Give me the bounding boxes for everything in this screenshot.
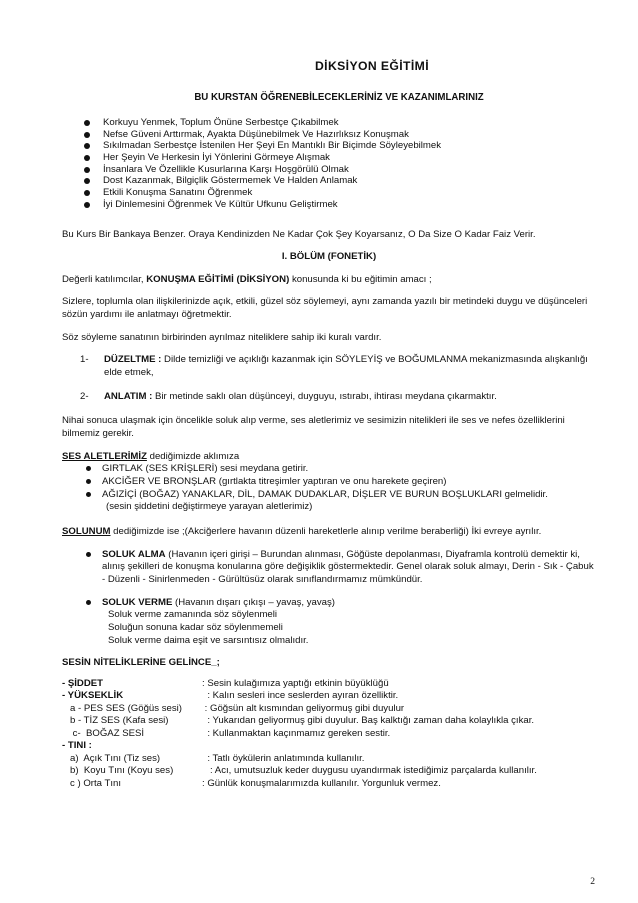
organs-list [62, 463, 596, 514]
breath-item-text: (Havanın içeri girişi – Burundan alınması, Göğüste depolanması, Diyaframla kontrolü demektir ki, alınış şekilleri de konuşma konularına göre değişiklik göstermektedir. Genel olarak soluk almayı, Derin - Sık - Çabuk - Düzenli - Sinirlenmeden - Gürültüsüz olarak sınıflandırmamız mümkündür. [102, 548, 594, 585]
prop-label: a - PES SES (Göğüs sesi) [62, 702, 182, 714]
list-item [86, 597, 596, 648]
list-item: İnsanlara Ve Özellikle Kusurlarına Karşı Hoşgörülü Olmak [84, 164, 596, 176]
table-row [62, 678, 596, 690]
goal-paragraph: Sizlere, toplumla olan ilişkilerinizde açık, etkili, güzel söz söylemeyi, aynı zamanda yazılı bir metindeki duygu ve düşünceleri sözün yardımı ile anlatmayı öğretmektir. [62, 296, 588, 321]
list-item [80, 391, 596, 404]
prop-value: : Göğsün alt kısmından geliyormuş gibi duyulur [202, 702, 405, 714]
list-item [86, 549, 596, 587]
breath-item-text: (Havanın dışarı çıkışı – yavaş, yavaş) [172, 596, 335, 608]
section-title: I. BÖLÜM (FONETİK) [281, 251, 377, 263]
intro-paragraph [62, 274, 596, 287]
organs-note: (sesin şiddetini değiştirmeye yarayan aletlerimiz) [106, 501, 313, 513]
table-row [62, 728, 596, 740]
prop-value: : Acı, umutsuzluk keder duygusu uyandırmak istediğimiz parçalarda kullanılır. [202, 765, 537, 777]
table-row [62, 778, 596, 790]
prop-label: - TINI : [62, 740, 92, 752]
bank-sentence: Bu Kurs Bir Bankaya Benzer. Oraya Kendinizden Ne Kadar Çok Şey Koyarsanız, O Da Size O Kadar Faiz Verir. [62, 228, 536, 240]
prop-value: : Tatlı öykülerin anlatımında kullanılır. [202, 752, 365, 764]
props-heading [62, 657, 596, 670]
prop-label: c- BOĞAZ SESİ [62, 727, 145, 739]
breath-item-title: SOLUK ALMA [102, 548, 166, 560]
rule-body: Bir metinde saklı olan düşünceyi, duyguyu, ıstırabı, ihtirası meydana çıkarmaktır. [152, 390, 497, 402]
art-paragraph: Söz söyleme sanatının birbirinden ayrılmaz niteliklere sahip iki kuralı vardır. [62, 331, 382, 343]
rule-body: Dilde temizliği ve açıklığı kazanmak için SÖYLEYİŞ ve BOĞUMLANMA mekanizmasında alışkanlığı elde etmek, [104, 354, 588, 379]
prop-value: : Kalın sesleri ince seslerden ayıran özelliktir. [202, 690, 399, 702]
organs-heading-bold: SES ALETLERİMİZ [62, 450, 147, 462]
prop-value [202, 740, 596, 752]
rules-list [62, 354, 596, 403]
breath-paragraph: Nihai sonuca ulaşmak için öncelikle soluk alıp verme, ses aletlerimiz ve sesimizin nitelikleri ile ses ve nefes özelliklerini bilmemiz gerekir. [62, 415, 565, 440]
intro-bold: KONUŞMA EĞİTİMİ (DİKSİYON) [146, 273, 290, 285]
list-item: İyi Dinlemesini Öğrenmek Ve Kültür Ufkunu Geliştirmek [84, 199, 596, 211]
table-row [62, 753, 596, 765]
props-heading-text: SESİN NİTELİKLERİNE GELİNCE_; [62, 657, 220, 669]
breath-sub-line: Soluk verme zamanında söz söylenmeli [108, 609, 278, 621]
table-row [62, 765, 596, 777]
prop-label: b - TİZ SES (Kafa sesi) [62, 715, 169, 727]
organs-heading-text: dediğimizde aklımıza [146, 450, 240, 462]
breath-sub-line: Soluk verme daima eşit ve sarsıntısız olmalıdır. [108, 634, 309, 646]
rule-number: 1- [80, 354, 89, 366]
prop-value: : Kullanmaktan kaçınmamız gereken sestir. [202, 727, 391, 739]
prop-value: : Yukarıdan geliyormuş gibi duyulur. Baş kalktığı zaman daha kolaylıkla çıkar. [202, 715, 535, 727]
list-item: Sıkılmadan Serbestçe İstenilen Her Şeyi En Mantıklı Bir Biçimde Söyleyebilmek [84, 140, 596, 152]
rule-title: ANLATIM : [104, 390, 153, 402]
list-item [80, 354, 596, 379]
list-item: Nefse Güveni Arttırmak, Ayakta Düşünebilmek Ve Hazırlıksız Konuşmak [84, 129, 596, 141]
table-row [62, 690, 596, 702]
list-item: Etkili Konuşma Sanatını Öğrenmek [84, 187, 596, 199]
breath-list [62, 549, 596, 648]
prop-value: : Sesin kulağımıza yaptığı etkinin büyüklüğü [202, 677, 389, 689]
prop-label: - ŞİDDET [62, 677, 104, 689]
page-number: 2 [590, 876, 595, 887]
table-row [62, 740, 596, 752]
table-row [62, 715, 596, 727]
rule-title: DÜZELTME : [104, 354, 162, 366]
list-item: AKCİĞER VE BRONŞLAR (gırtlakta titreşimler yaptıran ve onu harekete geçiren) [86, 476, 596, 489]
prop-label: - YÜKSEKLİK [62, 690, 124, 702]
prop-value: : Günlük konuşmalarımızda kullanılır. Yorgunluk vermez. [202, 777, 441, 789]
list-item: Dost Kazanmak, Bilgiçlik Göstermemek Ve Halden Anlamak [84, 175, 596, 187]
breath-heading [62, 526, 596, 539]
page-title: DİKSİYON EĞİTİMİ [314, 59, 430, 73]
document-page [62, 58, 596, 790]
prop-label: b) Koyu Tını (Koyu ses) [62, 765, 174, 777]
breath-item-title: SOLUK VERME [102, 596, 173, 608]
organs-heading [62, 451, 596, 464]
rule-text [104, 391, 596, 404]
breath-sub-line: Soluğun sonuna kadar söz söylenmemeli [108, 621, 283, 633]
rule-text [104, 354, 596, 379]
props-table [62, 678, 596, 790]
intro-text-after: konusunda ki bu eğitimin amacı ; [289, 273, 432, 285]
breath-heading-text: dediğimizde ise ;(Akciğerlere havanın düzenli hareketlerle alınıp verilme beraberliği) İki evreye ayrılır. [110, 526, 542, 538]
prop-label: c ) Orta Tını [62, 777, 121, 789]
list-item: Korkuyu Yenmek, Toplum Önüne Serbestçe Çıkabilmek [84, 117, 596, 129]
page-subtitle: BU KURSTAN ÖĞRENEBİLECEKLERİNİZ VE KAZANIMLARINIZ [194, 92, 484, 104]
intro-text: Değerli katılımcılar, [62, 273, 147, 285]
list-item: AĞIZİÇİ (BOĞAZ) YANAKLAR, DİL, DAMAK DUDAKLAR, DİŞLER VE BURUN BOŞLUKLARI gelmelidir. [86, 489, 596, 502]
prop-label: a) Açık Tını (Tiz ses) [62, 752, 161, 764]
list-item: GIRTLAK (SES KRİŞLERİ) sesi meydana getirir. [86, 463, 596, 476]
goals-list [62, 117, 596, 211]
list-item: Her Şeyin Ve Herkesin İyi Yönlerini Görmeye Alışmak [84, 152, 596, 164]
breath-heading-bold: SOLUNUM [62, 526, 111, 538]
rule-number: 2- [80, 390, 89, 402]
table-row [62, 703, 596, 715]
